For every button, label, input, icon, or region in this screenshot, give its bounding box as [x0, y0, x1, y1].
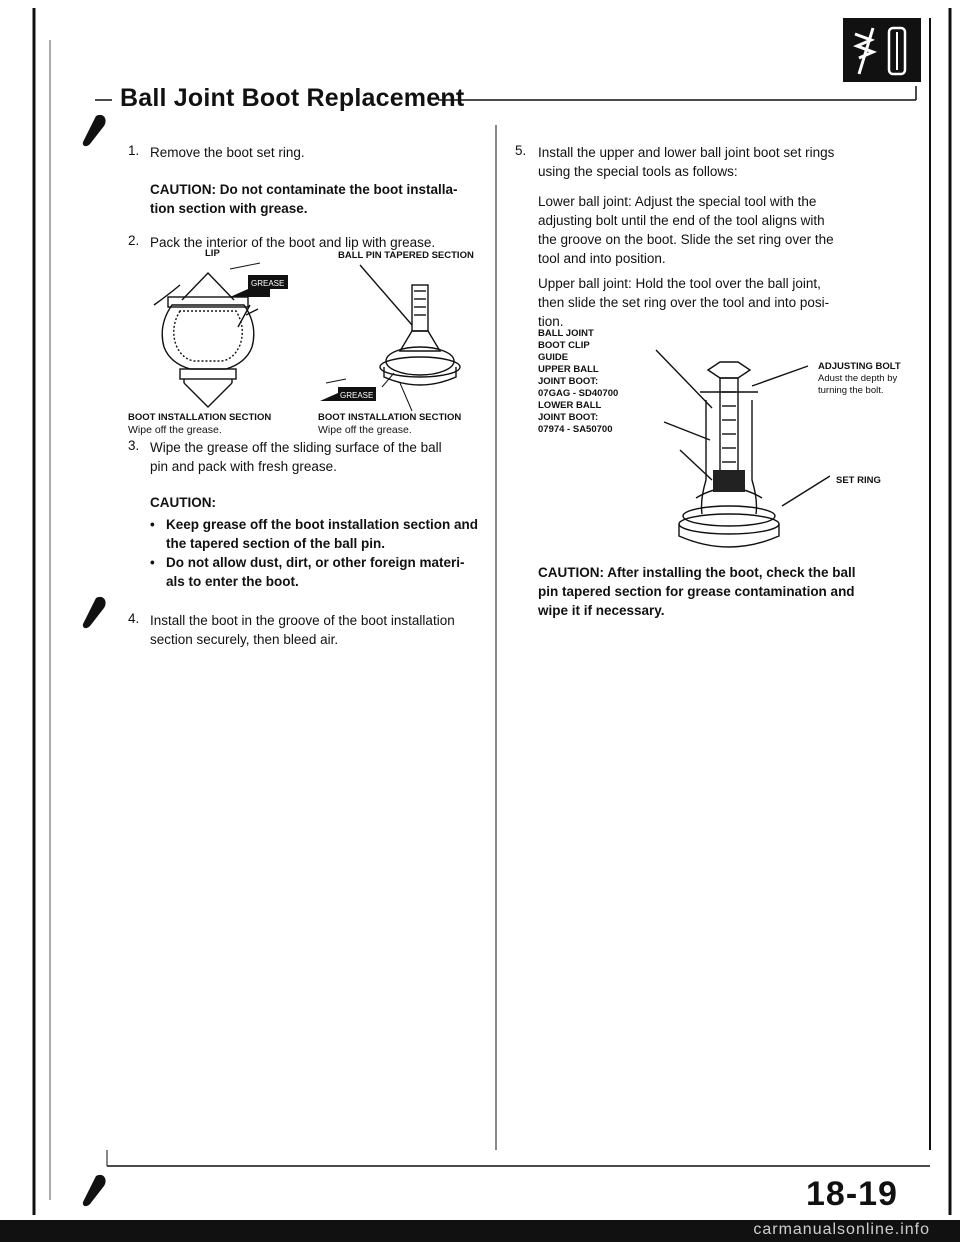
step-1-caution-line2: tion section with grease. [150, 201, 308, 216]
final-caution-line3: wipe it if necessary. [538, 603, 665, 618]
watermark-text: carmanualsonline.info [753, 1221, 930, 1238]
caution-bullet-1-line1: • Keep grease off the boot installation section and [166, 517, 479, 532]
step-4-line2: section securely, then bleed air. [150, 632, 339, 647]
upper-line1: Upper ball joint: Hold the tool over the ball joint, [538, 276, 821, 291]
adjusting-bolt-label: ADJUSTING BOLT [818, 361, 901, 372]
lower-line3: the groove on the boot. Slide the set ring over the [538, 232, 834, 247]
step-4-text [150, 611, 455, 649]
step-1-caution-line1: CAUTION: Do not contaminate the boot installa- [150, 182, 458, 197]
boot-installation-left-caption [128, 412, 271, 436]
caution-bullet-1 [150, 515, 478, 553]
step-2-number: 2. [128, 233, 140, 248]
grease-tube-top [230, 263, 288, 297]
guide-line-7: JOINT BOOT: [538, 412, 599, 423]
guide-labels [538, 328, 618, 436]
boot-grease-illustration [150, 255, 495, 415]
final-caution-line1: CAUTION: After installing the boot, check the ball [538, 565, 856, 580]
caution-bullet-2-line1: • Do not allow dust, dirt, or other foreign materi- [166, 555, 465, 570]
step-3-line1: Wipe the grease off the sliding surface of the ball [150, 440, 442, 455]
step-1-text: Remove the boot set ring. [150, 145, 305, 160]
final-caution-line2: pin tapered section for grease contamination and [538, 584, 855, 599]
guide-line-6: LOWER BALL [538, 400, 602, 411]
guide-line-5: 07GAG - SD40700 [538, 388, 619, 399]
final-caution [538, 563, 856, 620]
guide-line-3: UPPER BALL [538, 364, 599, 375]
lower-line1: Lower ball joint: Adjust the special tool with the [538, 194, 817, 209]
ball-pin-label: BALL PIN TAPERED SECTION [338, 250, 474, 261]
guide-line-8: 07974 - SA50700 [538, 424, 613, 435]
grease-tube-bottom [320, 373, 412, 411]
upper-line3: tion. [538, 314, 564, 329]
lower-line4: tool and into position. [538, 251, 666, 266]
boot-installation-right-caption [318, 412, 461, 436]
wipe-right-text: Wipe off the grease. [318, 424, 412, 436]
ball-pin-drawing [360, 265, 460, 385]
caution-bullet-2 [150, 553, 478, 591]
step-4-line1: Install the boot in the groove of the boot installation [150, 613, 455, 628]
caution-bullet-1-line2: the tapered section of the ball pin. [166, 536, 386, 551]
wrench-bullet-icon [78, 110, 118, 1210]
step-5-line1: Install the upper and lower ball joint boot set rings [538, 145, 835, 160]
lip-label: LIP [205, 248, 220, 259]
watermark-strip [0, 1220, 960, 1242]
step-3-caution-list [150, 515, 478, 591]
step-2-text: Pack the interior of the boot and lip with grease. [150, 235, 436, 250]
step-3-number: 3. [128, 438, 140, 453]
upper-line2: then slide the set ring over the tool and into posi- [538, 295, 830, 310]
special-tool-illustration [640, 330, 830, 560]
set-ring-label: SET RING [836, 475, 881, 486]
lower-line2: adjusting bolt until the end of the tool aligns with [538, 213, 825, 228]
upper-ball-joint-text [538, 274, 829, 331]
step-5-line2: using the special tools as follows: [538, 164, 738, 179]
guide-line-0: BALL JOINT [538, 328, 594, 339]
adjusting-bolt-desc1: Adust the depth by [818, 373, 898, 384]
step-4-number: 4. [128, 611, 140, 626]
wipe-left-text: Wipe off the grease. [128, 424, 222, 436]
step-3-line2: pin and pack with fresh grease. [150, 459, 337, 474]
page-number: 18-19 [806, 1175, 898, 1213]
guide-line-2: GUIDE [538, 352, 569, 363]
grease-tube-label-2: GREASE [340, 391, 374, 400]
suspension-icon [843, 18, 921, 82]
guide-line-4: JOINT BOOT: [538, 376, 599, 387]
step-1-caution [150, 180, 458, 218]
guide-line-1: BOOT CLIP [538, 340, 590, 351]
grease-tube-label-1: GREASE [251, 279, 285, 288]
step-5-text [538, 143, 834, 181]
step-5-number: 5. [515, 143, 527, 158]
caution-bullet-2-line2: als to enter the boot. [166, 574, 299, 589]
page-title: Ball Joint Boot Replacement [120, 84, 465, 112]
step-1-number: 1. [128, 143, 140, 158]
boot-installation-right-label: BOOT INSTALLATION SECTION [318, 412, 462, 423]
adjusting-bolt-desc2: turning the bolt. [818, 385, 884, 396]
step-3-text [150, 438, 442, 476]
boot-installation-left-label: BOOT INSTALLATION SECTION [128, 412, 272, 423]
adjusting-bolt-caption [818, 361, 901, 397]
step-3-caution-heading: CAUTION: [150, 495, 216, 510]
lower-ball-joint-text [538, 192, 834, 268]
